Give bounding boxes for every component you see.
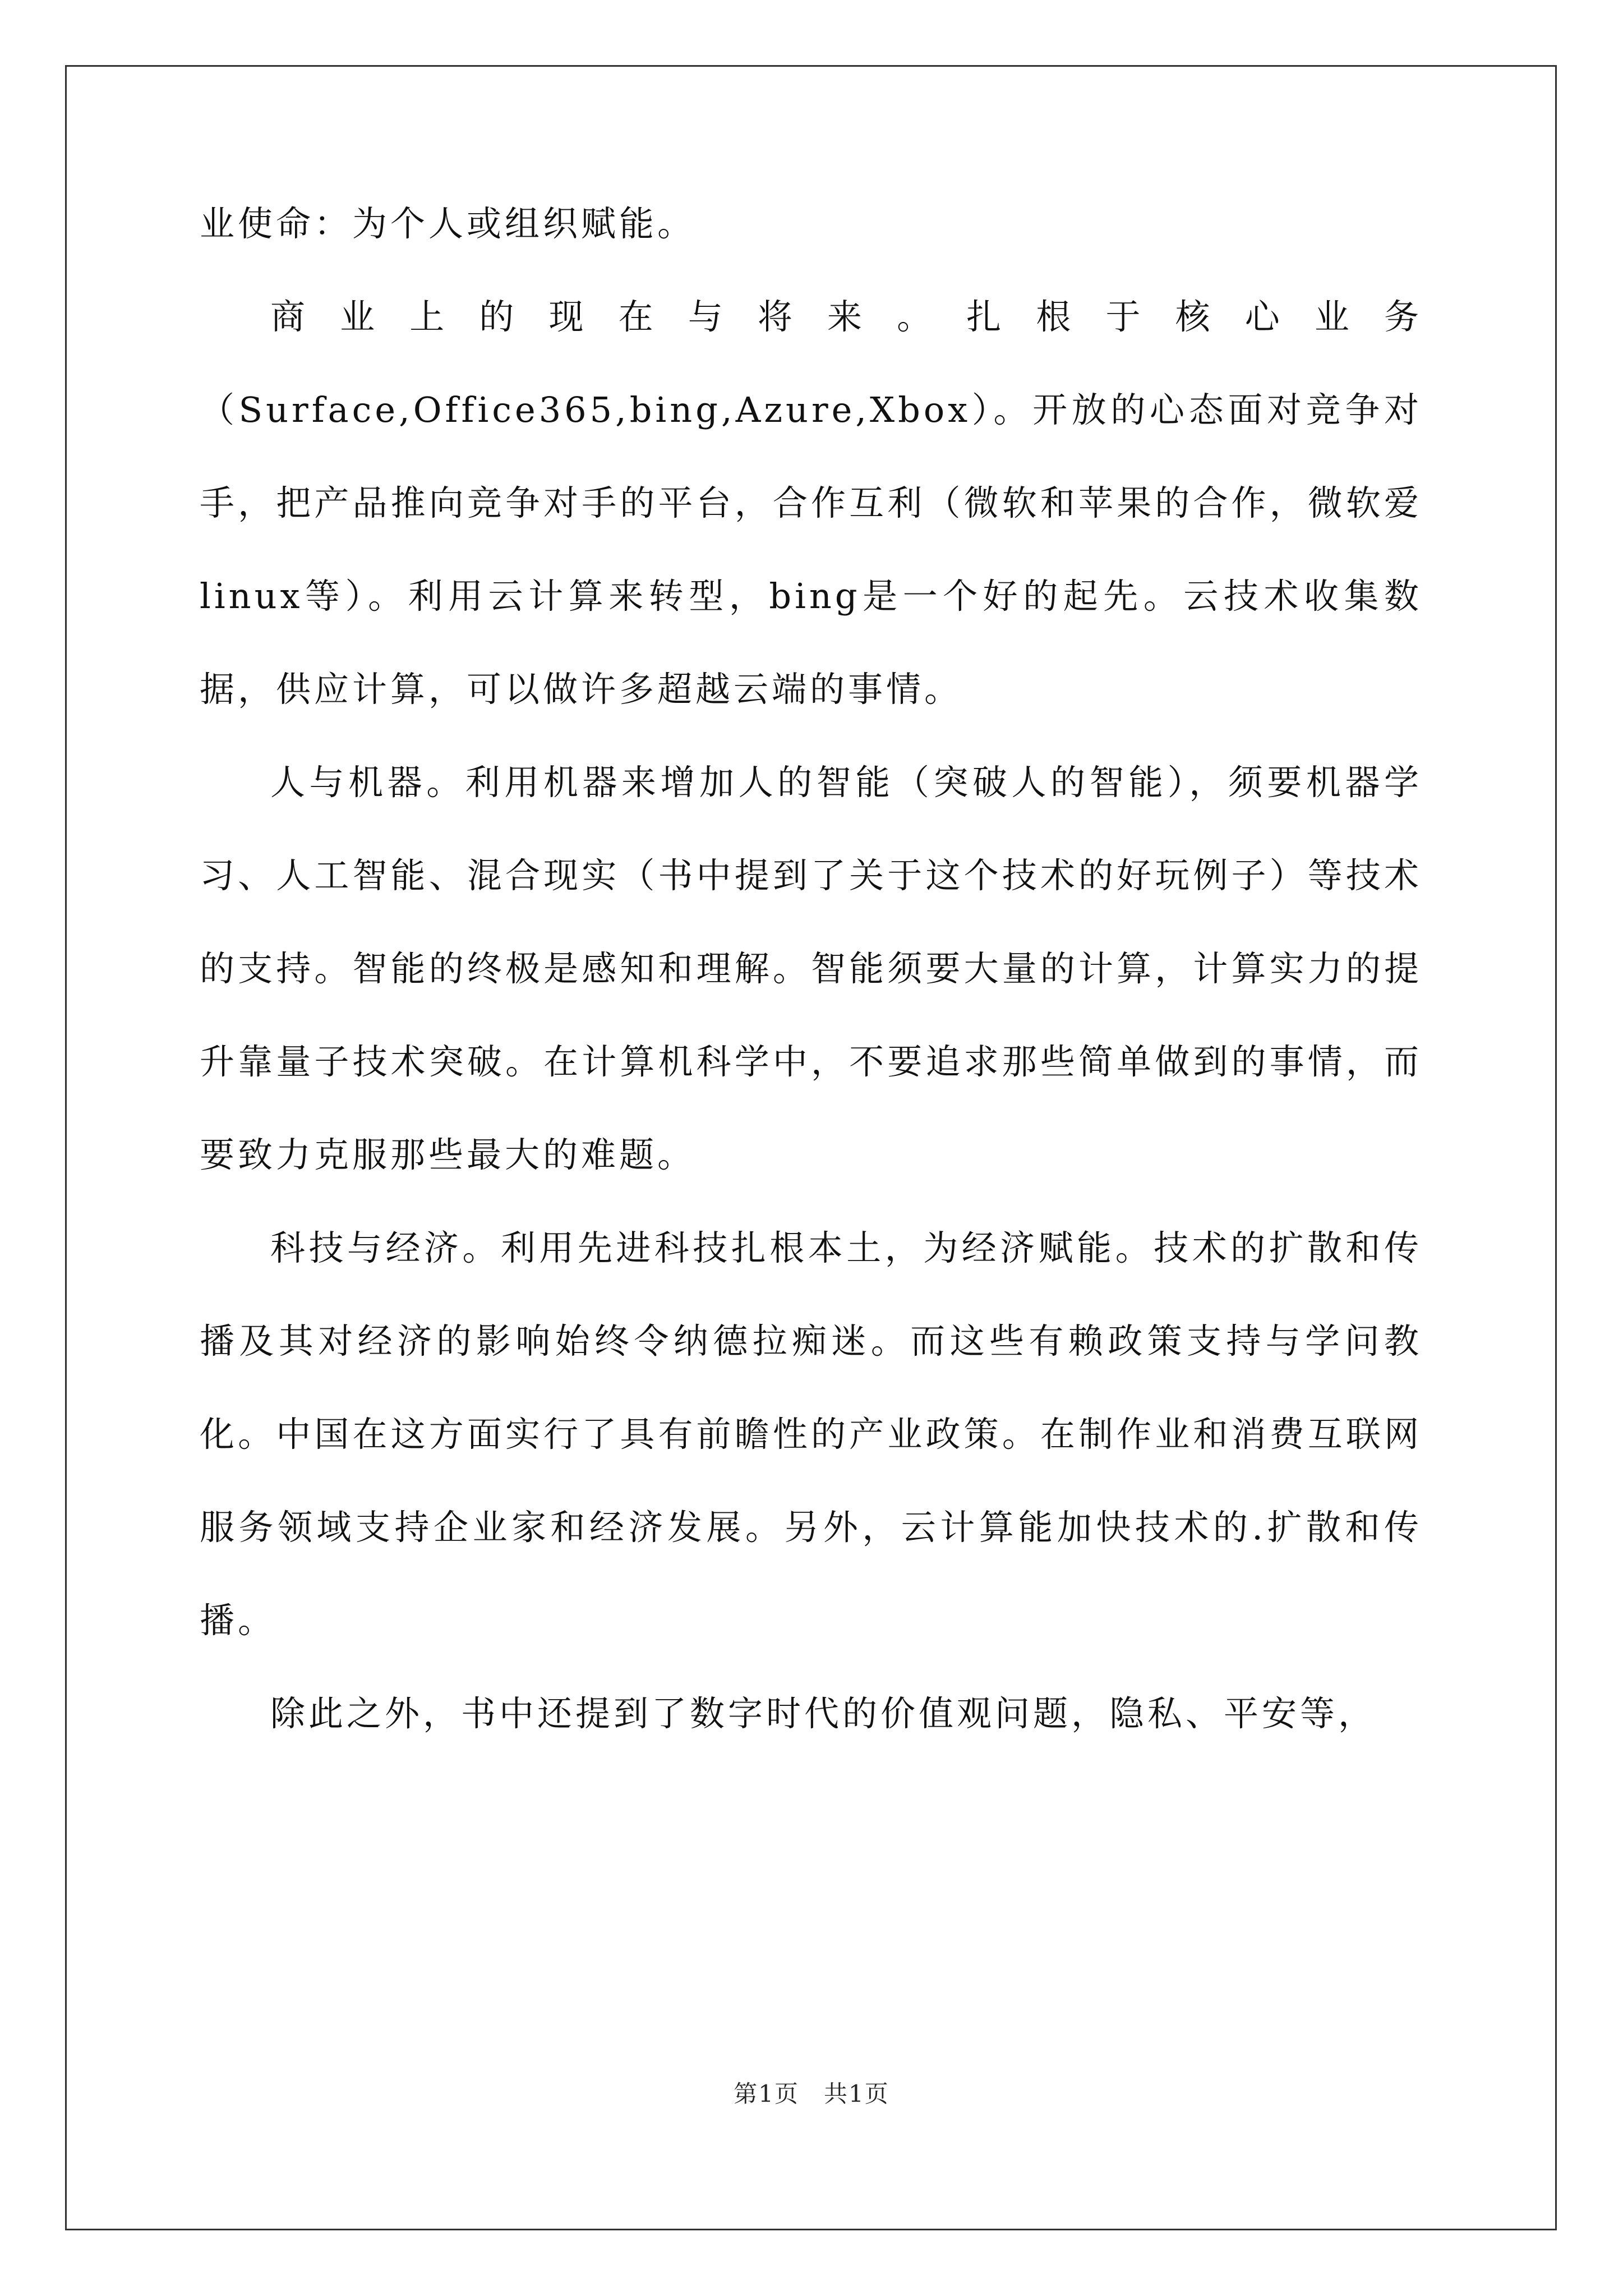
paragraph-1: 业使命：为个人或组织赋能。 bbox=[200, 203, 696, 244]
page-number-footer: 第1页 共1页 bbox=[734, 2080, 889, 2108]
paragraph-2: 商业上的现在与将来。扎根于核心业务（Surface,Office365,bing,Azure,Xbox）。开放的心态面对竞争对手，把产品推向竞争对手的平台，合作互利（微软和苹果的合作，微软爱linux等）。利用云计算来转型，bing是一个好的起先。云技术收集数据，供应计算，可以做许多超越云端的事情。 bbox=[200, 296, 1422, 710]
paragraph-5: 除此之外，书中还提到了数字时代的价值观问题，隐私、平安等， bbox=[270, 1693, 1377, 1734]
paragraph-4: 科技与经济。利用先进科技扎根本土，为经济赋能。技术的扩散和传播及其对经济的影响始终令纳德拉痴迷。而这些有赖政策支持与学问教化。中国在这方面实行了具有前瞻性的产业政策。在制作业和消费互联网服务领域支持企业家和经济发展。另外，云计算能加快技术的.扩散和传播。 bbox=[200, 1227, 1422, 1641]
paragraph-3: 人与机器。利用机器来增加人的智能（突破人的智能），须要机器学习、人工智能、混合现实（书中提到了关于这个技术的好玩例子）等技术的支持。智能的终极是感知和理解。智能须要大量的计算，计算实力的提升靠量子技术突破。在计算机科学中，不要追求那些简单做到的事情，而要致力克服那些最大的难题。 bbox=[200, 762, 1422, 1175]
document-body bbox=[200, 177, 1422, 1760]
